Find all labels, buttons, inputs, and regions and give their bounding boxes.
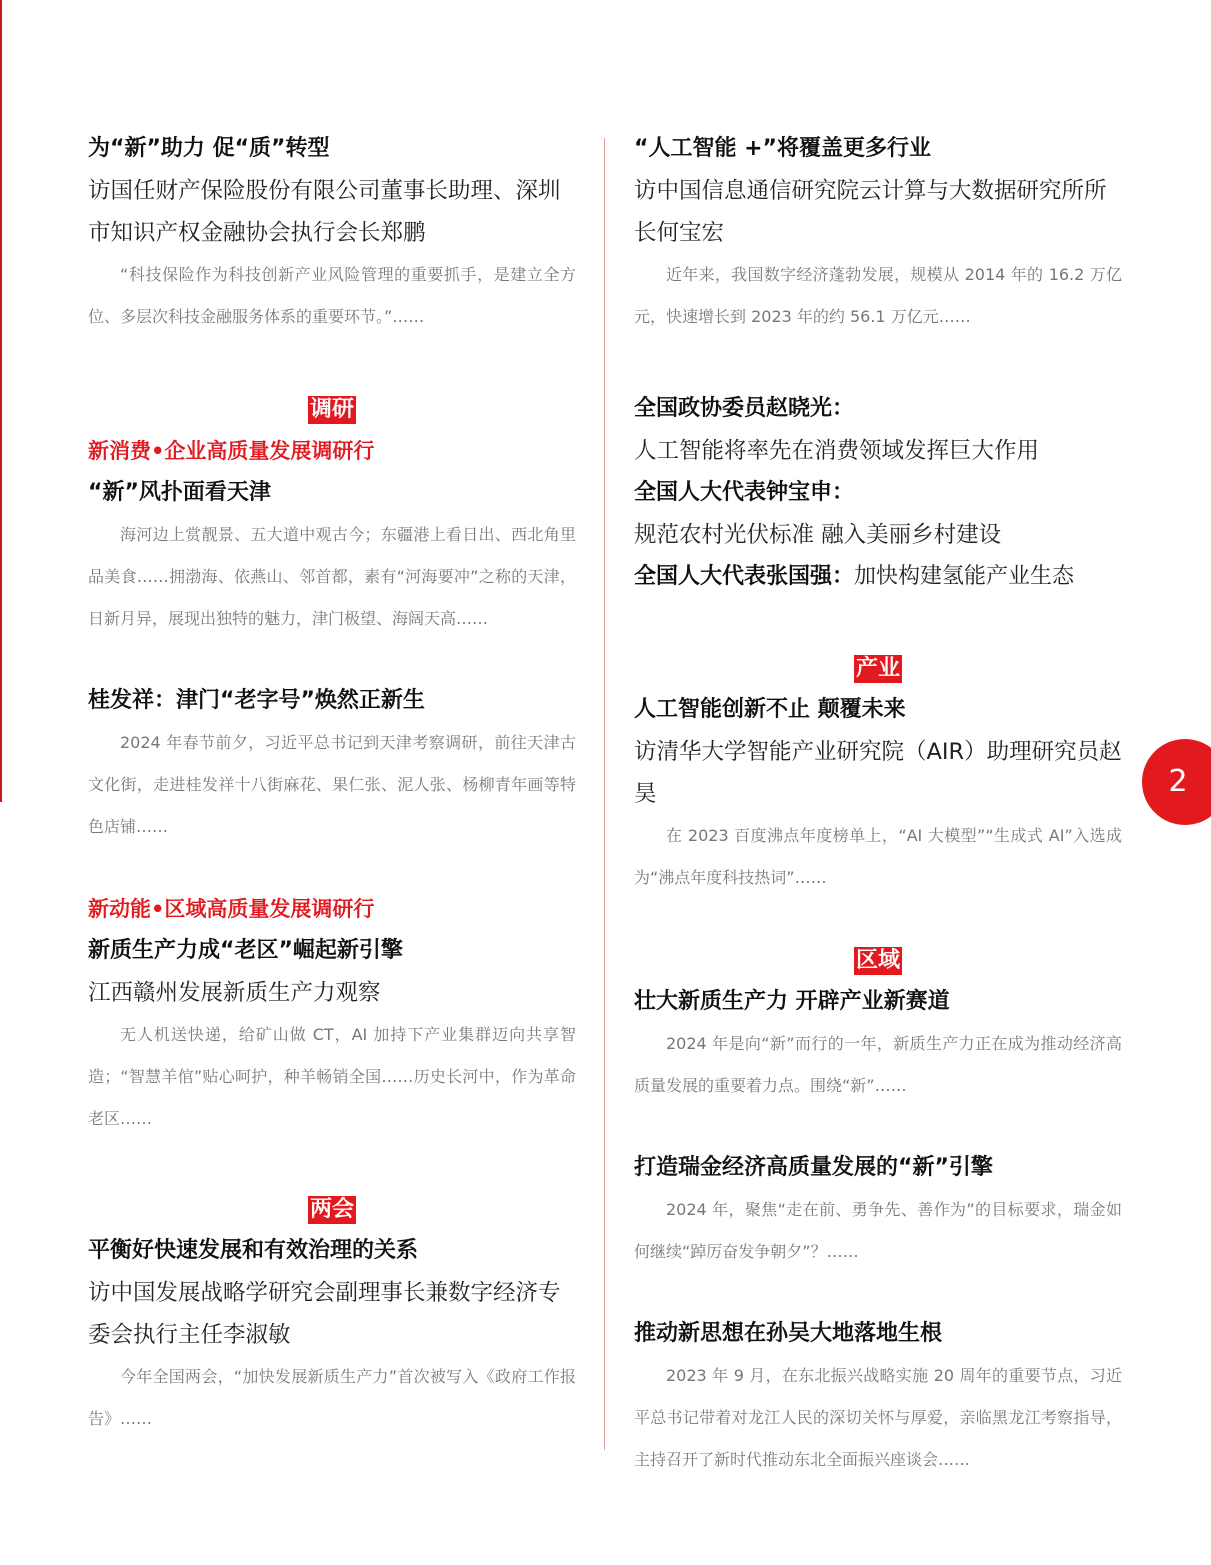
article-subtitle: 访中国信息通信研究院云计算与大数据研究所所长何宝宏	[634, 178, 1107, 246]
article-right-5[interactable]	[634, 1147, 1122, 1273]
article-title[interactable]: 推动新思想在孙吴大地落地生根	[634, 1321, 943, 1346]
article-excerpt: 2024 年，聚焦“走在前、勇争先、善作为”的目标要求，瑞金如何继续“踔厉奋发争朝夕”？……	[634, 1200, 1122, 1261]
delegate-label-2[interactable]: 全国人大代表钟宝申：	[634, 480, 855, 505]
column-divider	[604, 138, 605, 1450]
article-subtitle: 江西赣州发展新质生产力观察	[88, 980, 381, 1006]
article-left-1[interactable]	[88, 128, 576, 338]
delegate-label-3: 全国人大代表张国强：	[634, 564, 855, 589]
article-excerpt: 海河边上赏靓景、五大道中观古今；东疆港上看日出、西北角里品美食……拥渤海、依燕山、邻首都，素有“河海要冲”之称的天津，日新月异，展现出独特的魅力，津门极望、海阔天高……	[88, 525, 576, 628]
article-excerpt: 无人机送快递，给矿山做 CT，AI 加持下产业集群迈向共享智造；“智慧羊倌”贴心呵护，种羊畅销全国……历史长河中，作为革命老区……	[88, 1025, 576, 1128]
article-excerpt: “科技保险作为科技创新产业风险管理的重要抓手，是建立全方位、多层次科技金融服务体系的重要环节。”……	[88, 265, 576, 326]
article-title[interactable]: 人工智能创新不止 颠覆未来	[634, 697, 906, 722]
left-column	[88, 128, 576, 1490]
article-right-6[interactable]	[634, 1313, 1122, 1481]
article-excerpt: 近年来，我国数字经济蓬勃发展，规模从 2014 年的 16.2 万亿元，快速增长到 2023 年的约 56.1 万亿元……	[634, 265, 1122, 326]
delegate-text-2: 规范农村光伏标准 融入美丽乡村建设	[634, 522, 1002, 548]
section-label-region-wrap	[634, 939, 1122, 981]
article-excerpt: 今年全国两会，“加快发展新质生产力”首次被写入《政府工作报告》……	[88, 1367, 576, 1428]
article-title[interactable]: 为“新”助力 促“质”转型	[88, 136, 330, 161]
article-title[interactable]: 桂发祥：津门“老字号”焕然正新生	[88, 688, 425, 713]
article-subtitle: 访国任财产保险股份有限公司董事长助理、深圳市知识产权金融协会执行会长郑鹏	[88, 178, 561, 246]
section-label-industry-wrap	[634, 647, 1122, 689]
article-right-2[interactable]	[634, 388, 1122, 599]
section-label-industry: 产业	[855, 655, 900, 681]
article-title[interactable]: 打造瑞金经济高质量发展的“新”引擎	[634, 1155, 993, 1180]
article-left-3[interactable]	[88, 680, 576, 848]
article-right-3[interactable]	[634, 647, 1122, 899]
article-left-4[interactable]	[88, 888, 576, 1140]
left-edge-rule	[0, 0, 2, 802]
delegate-text-1: 人工智能将率先在消费领域发挥巨大作用	[634, 438, 1040, 464]
article-subtitle: 访清华大学智能产业研究院（AIR）助理研究员赵昊	[634, 739, 1122, 807]
delegate-label-1[interactable]: 全国政协委员赵晓光：	[634, 396, 855, 421]
article-right-1[interactable]	[634, 128, 1122, 338]
article-left-2[interactable]	[88, 388, 576, 640]
article-excerpt: 2024 年是向“新”而行的一年，新质生产力正在成为推动经济高质量发展的重要着力点。围绕“新”……	[634, 1034, 1122, 1095]
article-left-5[interactable]	[88, 1188, 576, 1440]
delegate-line-3[interactable]	[634, 556, 1122, 599]
article-excerpt: 2023 年 9 月，在东北振兴战略实施 20 周年的重要节点，习近平总书记带着对龙江人民的深切关怀与厚爱，亲临黑龙江考察指导，主持召开了新时代推动东北全面振兴座谈会……	[634, 1366, 1122, 1469]
article-title[interactable]: “人工智能 +”将覆盖更多行业	[634, 136, 932, 161]
page-number: 2	[1168, 764, 1188, 799]
section-label-research-wrap	[88, 388, 576, 430]
article-excerpt: 在 2023 百度沸点年度榜单上，“AI 大模型”“生成式 AI”入选成为“沸点年度科技热词”……	[634, 826, 1122, 887]
right-column	[634, 128, 1122, 1531]
article-excerpt: 2024 年春节前夕，习近平总书记到天津考察调研，前往天津古文化街，走进桂发祥十八街麻花、果仁张、泥人张、杨柳青年画等特色店铺……	[88, 733, 576, 836]
section-label-research: 调研	[309, 396, 354, 422]
section-label-sessions-wrap	[88, 1188, 576, 1230]
article-title[interactable]: 平衡好快速发展和有效治理的关系	[88, 1238, 419, 1263]
article-subtitle: 访中国发展战略学研究会副理事长兼数字经济专委会执行主任李淑敏	[88, 1280, 561, 1348]
section-label-sessions: 两会	[309, 1196, 354, 1222]
series-title: 新动能•区域高质量发展调研行	[88, 897, 375, 921]
delegate-text-3: 加快构建氢能产业生态	[854, 564, 1075, 589]
series-title: 新消费•企业高质量发展调研行	[88, 439, 375, 463]
article-title[interactable]: “新”风扑面看天津	[88, 480, 271, 505]
article-title[interactable]: 壮大新质生产力 开辟产业新赛道	[634, 989, 950, 1014]
article-right-4[interactable]	[634, 939, 1122, 1107]
section-label-region: 区域	[855, 947, 900, 973]
article-title[interactable]: 新质生产力成“老区”崛起新引擎	[88, 938, 403, 963]
